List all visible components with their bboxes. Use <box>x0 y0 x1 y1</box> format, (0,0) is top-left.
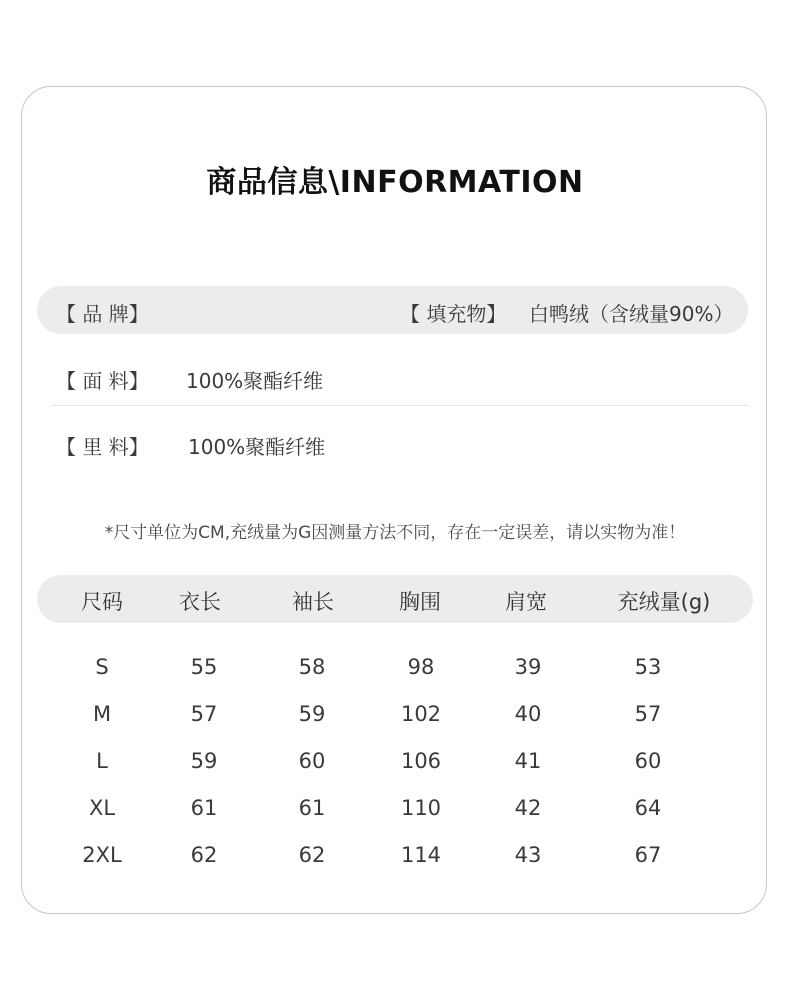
cell-length: 62 <box>190 843 218 867</box>
cell-down-fill: 53 <box>634 655 662 679</box>
cell-chest: 114 <box>400 843 442 867</box>
header-shoulder: 肩宽 <box>505 590 547 614</box>
info-card <box>21 86 767 914</box>
info-divider <box>52 405 748 406</box>
brand-label: 【 品 牌】 <box>56 302 149 326</box>
cell-down-fill: 57 <box>634 702 662 726</box>
fabric-value: 100%聚酯纤维 <box>186 369 324 393</box>
fabric-label: 【 面 料】 <box>56 369 149 393</box>
cell-sleeve: 62 <box>298 843 326 867</box>
cell-sleeve: 61 <box>298 796 326 820</box>
measurement-note: *尺寸单位为CM,充绒量为G因测量方法不同，存在一定误差，请以实物为准！ <box>104 523 686 543</box>
cell-shoulder: 42 <box>514 796 542 820</box>
cell-size: 2XL <box>82 843 122 867</box>
cell-size: M <box>92 702 112 726</box>
cell-length: 57 <box>190 702 218 726</box>
cell-length: 55 <box>190 655 218 679</box>
cell-down-fill: 64 <box>634 796 662 820</box>
header-chest: 胸围 <box>399 590 441 614</box>
cell-down-fill: 60 <box>634 749 662 773</box>
cell-size: L <box>96 749 108 773</box>
cell-down-fill: 67 <box>634 843 662 867</box>
cell-shoulder: 39 <box>514 655 542 679</box>
cell-chest: 102 <box>400 702 442 726</box>
page-title: 商品信息\INFORMATION <box>206 165 584 200</box>
cell-sleeve: 60 <box>298 749 326 773</box>
cell-chest: 98 <box>407 655 435 679</box>
cell-length: 59 <box>190 749 218 773</box>
header-size: 尺码 <box>81 590 123 614</box>
filling-value: 白鸭绒（含绒量90%） <box>529 302 734 326</box>
filling-label: 【 填充物】 <box>400 302 507 326</box>
lining-label: 【 里 料】 <box>56 435 149 459</box>
cell-sleeve: 59 <box>298 702 326 726</box>
cell-chest: 106 <box>400 749 442 773</box>
cell-length: 61 <box>190 796 218 820</box>
cell-sleeve: 58 <box>298 655 326 679</box>
cell-shoulder: 43 <box>514 843 542 867</box>
header-length: 衣长 <box>179 590 221 614</box>
lining-value: 100%聚酯纤维 <box>188 435 326 459</box>
cell-chest: 110 <box>400 796 442 820</box>
cell-shoulder: 41 <box>514 749 542 773</box>
header-down-fill: 充绒量(g) <box>617 590 711 614</box>
cell-shoulder: 40 <box>514 702 542 726</box>
cell-size: XL <box>88 796 116 820</box>
header-sleeve: 袖长 <box>292 590 334 614</box>
cell-size: S <box>95 655 109 679</box>
